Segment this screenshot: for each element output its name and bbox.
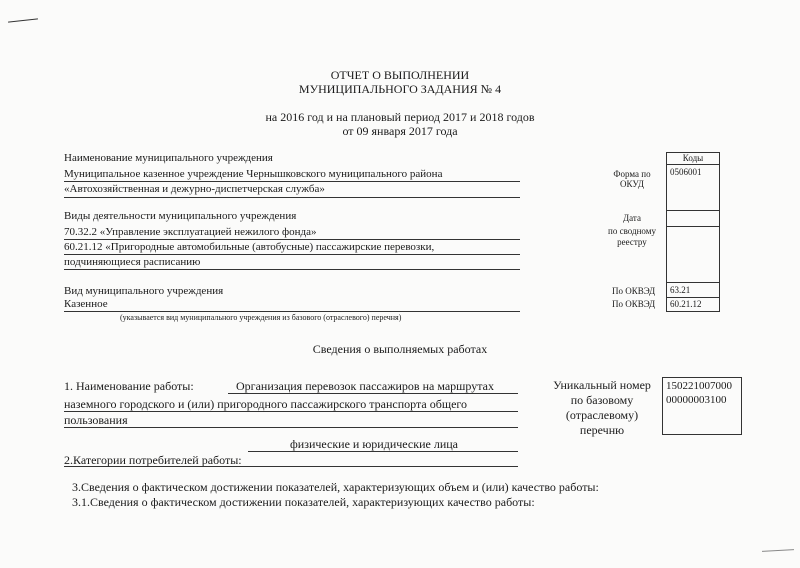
page-corner-mark [762,549,794,552]
unique-number-label-4: перечню [579,423,625,437]
okud-value: 0506001 [670,167,702,177]
work-name-label: 1. Наименование работы: [64,379,194,393]
report-period: на 2016 год и на плановый период 2017 и 2018 годов [265,110,535,124]
section-3-heading: 3.Сведения о фактическом достижении показателей, характеризующих объем и (или) качество работы: [72,480,599,494]
institution-type-note: (указывается вид муниципального учреждения из базового (отраслевого) перечня) [120,313,402,322]
activity-line2: 60.21.12 «Пригородные автомобильные (автобусные) пассажирские перевозки, [64,241,435,253]
okved2-label: По ОКВЭД [612,299,656,309]
unique-number-value-2: 00000003100 [666,394,727,406]
work-name-line3: пользования [64,413,128,427]
unique-number-label-3: (отраслевому) [565,408,639,422]
institution-name-line1: Муниципальное казенное учреждение Чернышковского муниципального района [64,168,443,180]
report-title-line1: ОТЧЕТ О ВЫПОЛНЕНИИ [330,68,470,82]
date-label-1: Дата [623,213,641,223]
consumers-value: физические и юридические лица [290,437,458,451]
okved2-value: 60.21.12 [670,299,702,309]
work-name-line1: Организация перевозок пассажиров на маршрутах [236,379,494,393]
unique-number-label-2: по базовому [570,393,634,407]
unique-number-value-1: 150221007000 [666,380,732,392]
stray-mark [8,18,38,22]
report-date: от 09 января 2017 года [342,124,458,138]
institution-name-line2: «Автохозяйственная и дежурно-диспетчерская служба» [64,183,325,195]
institution-type-value: Казенное [64,298,108,310]
okved1-value: 63.21 [670,285,691,295]
works-section-title: Сведения о выполняемых работах [312,342,488,356]
unique-number-label-1: Уникальный номер [553,378,651,392]
consumers-label: 2.Категории потребителей работы: [64,453,242,467]
report-title-line2: МУНИЦИПАЛЬНОГО ЗАДАНИЯ № 4 [298,82,502,96]
institution-type-label: Вид муниципального учреждения [64,285,224,297]
work-name-line2: наземного городского и (или) пригородного пассажирского транспорта общего [64,397,468,411]
activity-line1: 70.32.2 «Управление эксплуатацией нежилого фонда» [64,226,317,238]
activity-line3: подчиняющиеся расписанию [64,256,201,268]
okud-label-1: Форма по [613,169,651,179]
codes-header: Коды [682,153,704,163]
okved1-label: По ОКВЭД [612,286,656,296]
date-label-3: реестру [617,237,647,247]
institution-label: Наименование муниципального учреждения [64,152,273,164]
okud-label-2: ОКУД [620,179,644,189]
activity-label: Виды деятельности муниципального учреждения [64,210,297,222]
date-label-2: по сводному [608,226,656,236]
section-3-1-heading: 3.1.Сведения о фактическом достижении показателей, характеризующих качество работы: [72,495,535,509]
